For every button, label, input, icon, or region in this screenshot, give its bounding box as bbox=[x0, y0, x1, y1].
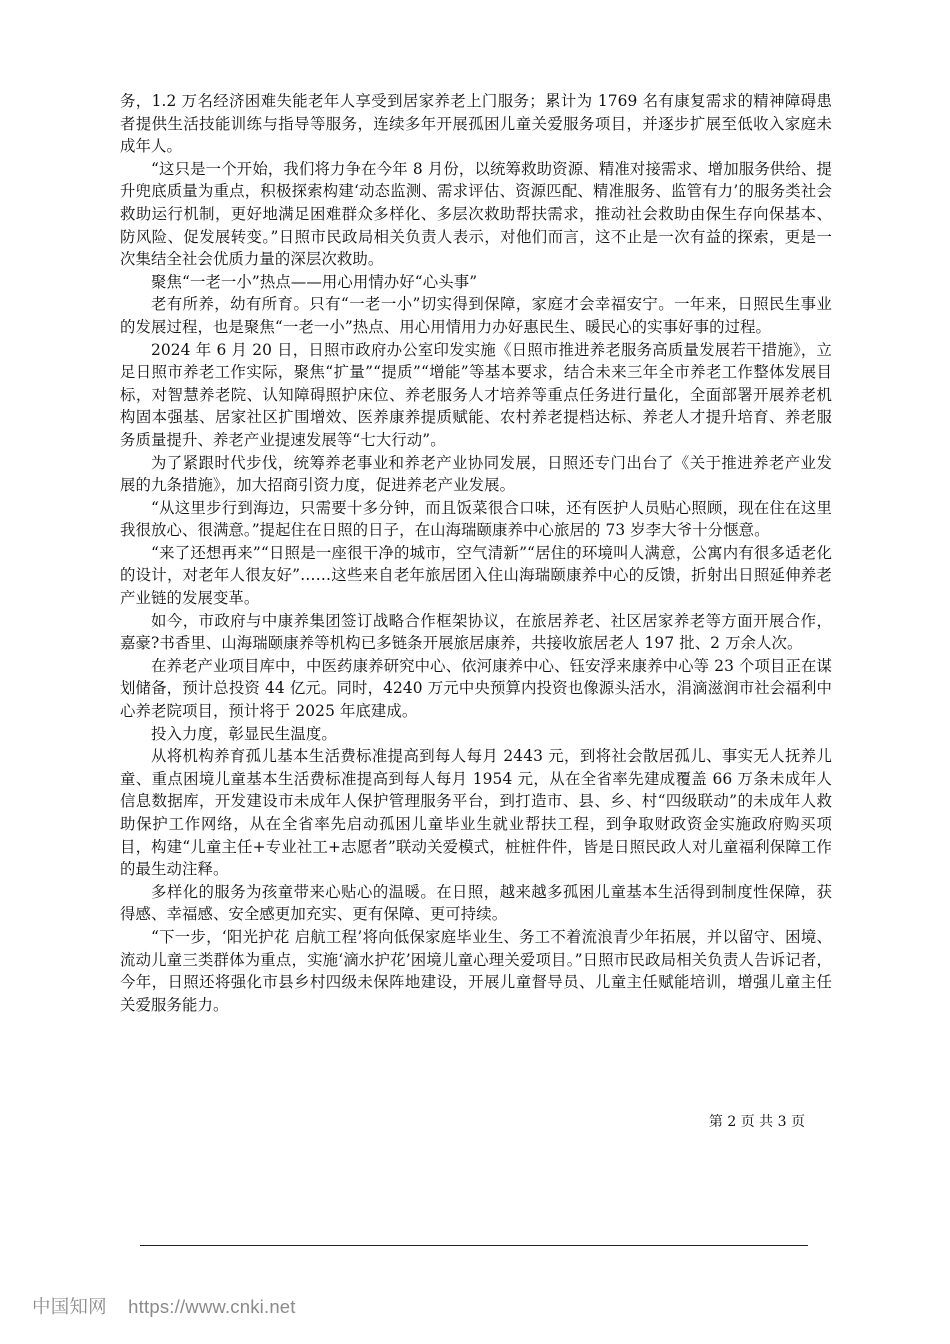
page-number: 第 2 页 共 3 页 bbox=[708, 1114, 805, 1130]
paragraph: 多样化的服务为孩童带来心贴心的温暖。在日照，越来越多孤困儿童基本生活得到制度性保障，获得感、幸福感、安全感更加充实、更有保障、更可持续。 bbox=[120, 882, 832, 924]
cnki-watermark bbox=[32, 1293, 296, 1319]
paragraph: 投入力度，彰显民生温度。 bbox=[151, 724, 337, 743]
paragraph: 为了紧跟时代步伐，统筹养老事业和养老产业协同发展，日照还专门出台了《关于推进养老产业发展的九条措施》，加大招商引资力度，促进养老产业发展。 bbox=[120, 453, 832, 495]
paragraph: 从将机构养育孤儿基本生活费标准提高到每人每月 2443 元，到将社会散居孤儿、事实无人抚养儿童、重点困境儿童基本生活费标准提高到每人每月 1954 元，从在全省率先建成覆盖 66 万条未成年人信息数据库，开发建设市未成年人保护管理服务平台，到打造市、县、乡、村“四级联动”的未成年人救助保护工作网络，从在全省率先启动孤困儿童毕业生就业帮扶工程，到争取财政资金实施政府购买项目，构建“儿童主任+专业社工+志愿者”联动关爱模式，桩桩件件，皆是日照民政人对儿童福利保障工作的最生动注释。 bbox=[120, 747, 832, 879]
watermark-url: https://www.cnki.net bbox=[128, 1296, 296, 1317]
paragraph: “从这里步行到海边，只需要十多分钟，而且饭菜很合口味，还有医护人员贴心照顾，现在住在这里我很放心、很满意。”提起住在日照的日子，在山海瑞颐康养中心旅居的 73 岁李大爷十分惬意。 bbox=[120, 498, 832, 540]
paragraph: 如今，市政府与中康养集团签订战略合作框架协议，在旅居养老、社区居家养老等方面开展合作，嘉豪?书香里、山海瑞颐康养等机构已多链条开展旅居康养，共接收旅居老人 197 批、2 万余人次。 bbox=[120, 611, 832, 653]
paragraph: 在养老产业项目库中，中医药康养研究中心、依河康养中心、钰安浮来康养中心等 23 个项目正在谋划储备，预计总投资 44 亿元。同时，4240 万元中央预算内投资也像源头活水，涓滴滋润市社会福利中心养老院项目，预计将于 2025 年底建成。 bbox=[120, 656, 832, 721]
paragraph: “这只是一个开始，我们将力争在今年 8 月份，以统筹救助资源、精准对接需求、增加服务供给、提升兜底质量为重点，积极探索构建‘动态监测、需求评估、资源匹配、精准服务、监管有力’的服务类社会救助运行机制，更好地满足困难群众多样化、多层次救助帮扶需求，推动社会救助由保生存向保基本、防风险、促发展转变。”日照市民政局相关负责人表示，对他们而言，这不止是一次有益的探索，更是一次集结全社会优质力量的深层次救助。 bbox=[120, 159, 832, 269]
paragraph: 2024 年 6 月 20 日，日照市政府办公室印发实施《日照市推进养老服务高质量发展若干措施》，立足日照市养老工作实际，聚焦“扩量”“提质”“增能”等基本要求，结合未来三年全市养老工作整体发展目标，对智慧养老院、认知障碍照护床位、养老服务人才培养等重点任务进行量化，全面部署开展养老机构固本强基、居家社区扩围增效、医养康养提质赋能、农村养老提档达标、养老人才提升培育、养老服务质量提升、养老产业提速发展等“七大行动”。 bbox=[120, 340, 832, 449]
section-heading: 聚焦“一老一小”热点——用心用情办好“心头事” bbox=[151, 272, 478, 291]
paragraph: “下一步，‘阳光护花 启航工程’将向低保家庭毕业生、务工不着流浪青少年拓展，并以留守、困境、流动儿童三类群体为重点，实施‘滴水护花’困境儿童心理关爱项目。”日照市民政局相关负责人告诉记者，今年，日照还将强化市县乡村四级未保阵地建设，开展儿童督导员、儿童主任赋能培训，增强儿童主任关爱服务能力。 bbox=[120, 927, 832, 1014]
footer-divider bbox=[140, 1245, 808, 1246]
article-body bbox=[120, 90, 832, 1016]
paragraph: 老有所养，幼有所育。只有“一老一小”切实得到保障，家庭才会幸福安宁。一年来，日照民生事业的发展过程，也是聚焦“一老一小”热点、用心用情用力办好惠民生、暖民心的实事好事的过程。 bbox=[120, 295, 832, 336]
watermark-brand: 中国知网 bbox=[32, 1296, 107, 1317]
paragraph: 务，1.2 万名经济困难失能老年人享受到居家养老上门服务；累计为 1769 名有康复需求的精神障碍患者提供生活技能训练与指导等服务，连续多年开展孤困儿童关爱服务项目，并逐步扩展至低收入家庭未成年人。 bbox=[120, 92, 832, 156]
paragraph: “来了还想再来”“日照是一座很干净的城市，空气清新”“居住的环境叫人满意，公寓内有很多适老化的设计，对老年人很友好”……这些来自老年旅居团入住山海瑞颐康养中心的反馈，折射出日照延伸养老产业链的发展变革。 bbox=[120, 543, 832, 608]
